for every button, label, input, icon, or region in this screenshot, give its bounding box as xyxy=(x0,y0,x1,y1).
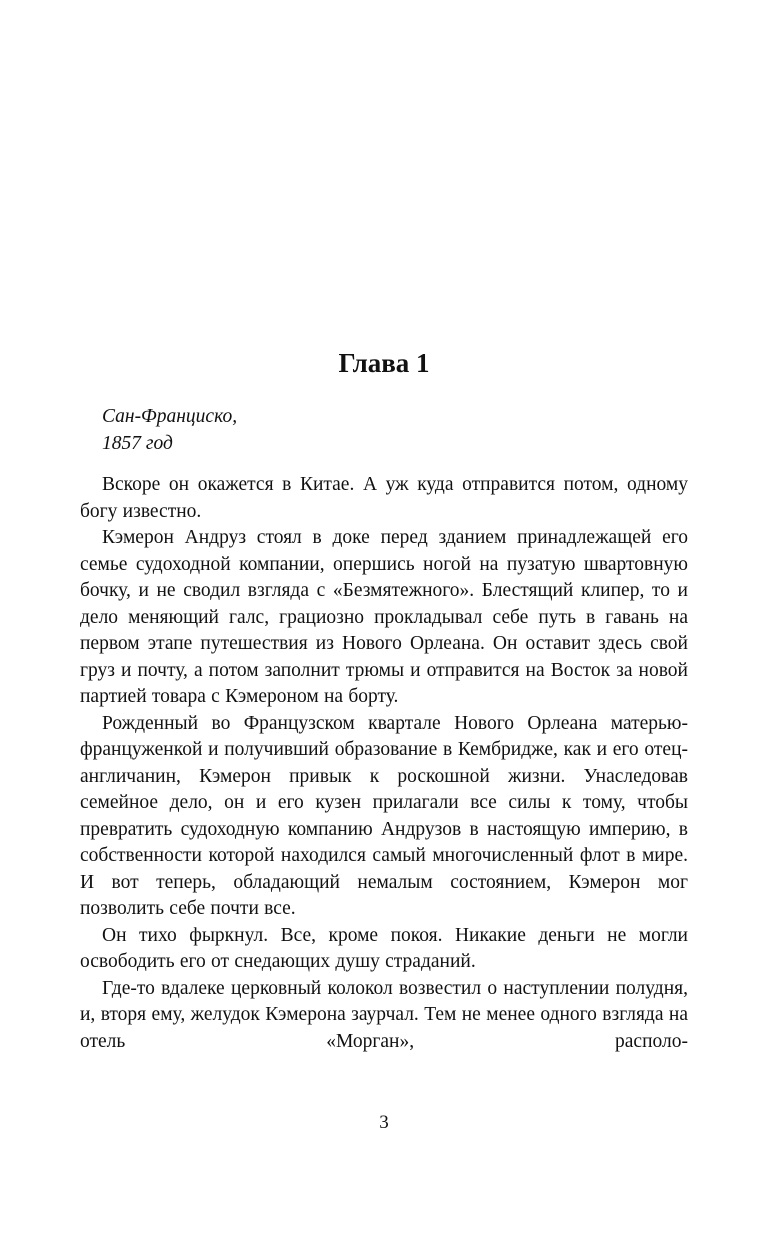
chapter-title: Глава 1 xyxy=(338,348,430,378)
paragraph: Где-то вдалеке церковный колокол возвестил о наступлении полудня, и, вторя ему, желудок Кэмерона заурчал. Тем не менее одного взгляда на отель «Морган», располо- xyxy=(80,977,688,1052)
body-text xyxy=(80,472,688,1055)
page-number: 3 xyxy=(379,1112,389,1133)
dateline-place: Сан-Франциско, xyxy=(102,406,238,427)
paragraph: Вскоре он окажется в Китае. А уж куда отправится потом, одному богу известно. xyxy=(80,474,688,522)
dateline-year: 1857 год xyxy=(102,433,173,454)
paragraph: Рожденный во Французском квартале Нового Орлеана матерью-француженкой и получивший образование в Кембридже, как и его отец-англичанин, Кэмерон привык к роскошной жизни. Унаследовав семейное дело, он и его кузен прилагали все силы к тому, чтобы превратить судоходную компанию Андрузов в настоящую империю, в собственности которой находился самый многочисленный флот в мире. И вот теперь, обладающий немалым состоянием, Кэмерон мог позволить себе почти все. xyxy=(80,712,688,919)
paragraph: Он тихо фыркнул. Все, кроме покоя. Никакие деньги не могли освободить его от снедающих душу страданий. xyxy=(80,924,688,972)
dateline xyxy=(80,403,688,457)
paragraph: Кэмерон Андруз стоял в доке перед зданием принадлежащей его семье судоходной компании, опершись ногой на пузатую швартовную бочку, и не сводил взгляда с «Безмятежного». Блестящий клипер, то и дело меняющий галс, грациозно прокладывал себе путь в гавань на первом этапе путешествия из Нового Орлеана. Он оставит здесь свой груз и почту, а потом заполнит трюмы и отправится на Восток за новой партией товара с Кэмероном на борту. xyxy=(80,527,688,707)
